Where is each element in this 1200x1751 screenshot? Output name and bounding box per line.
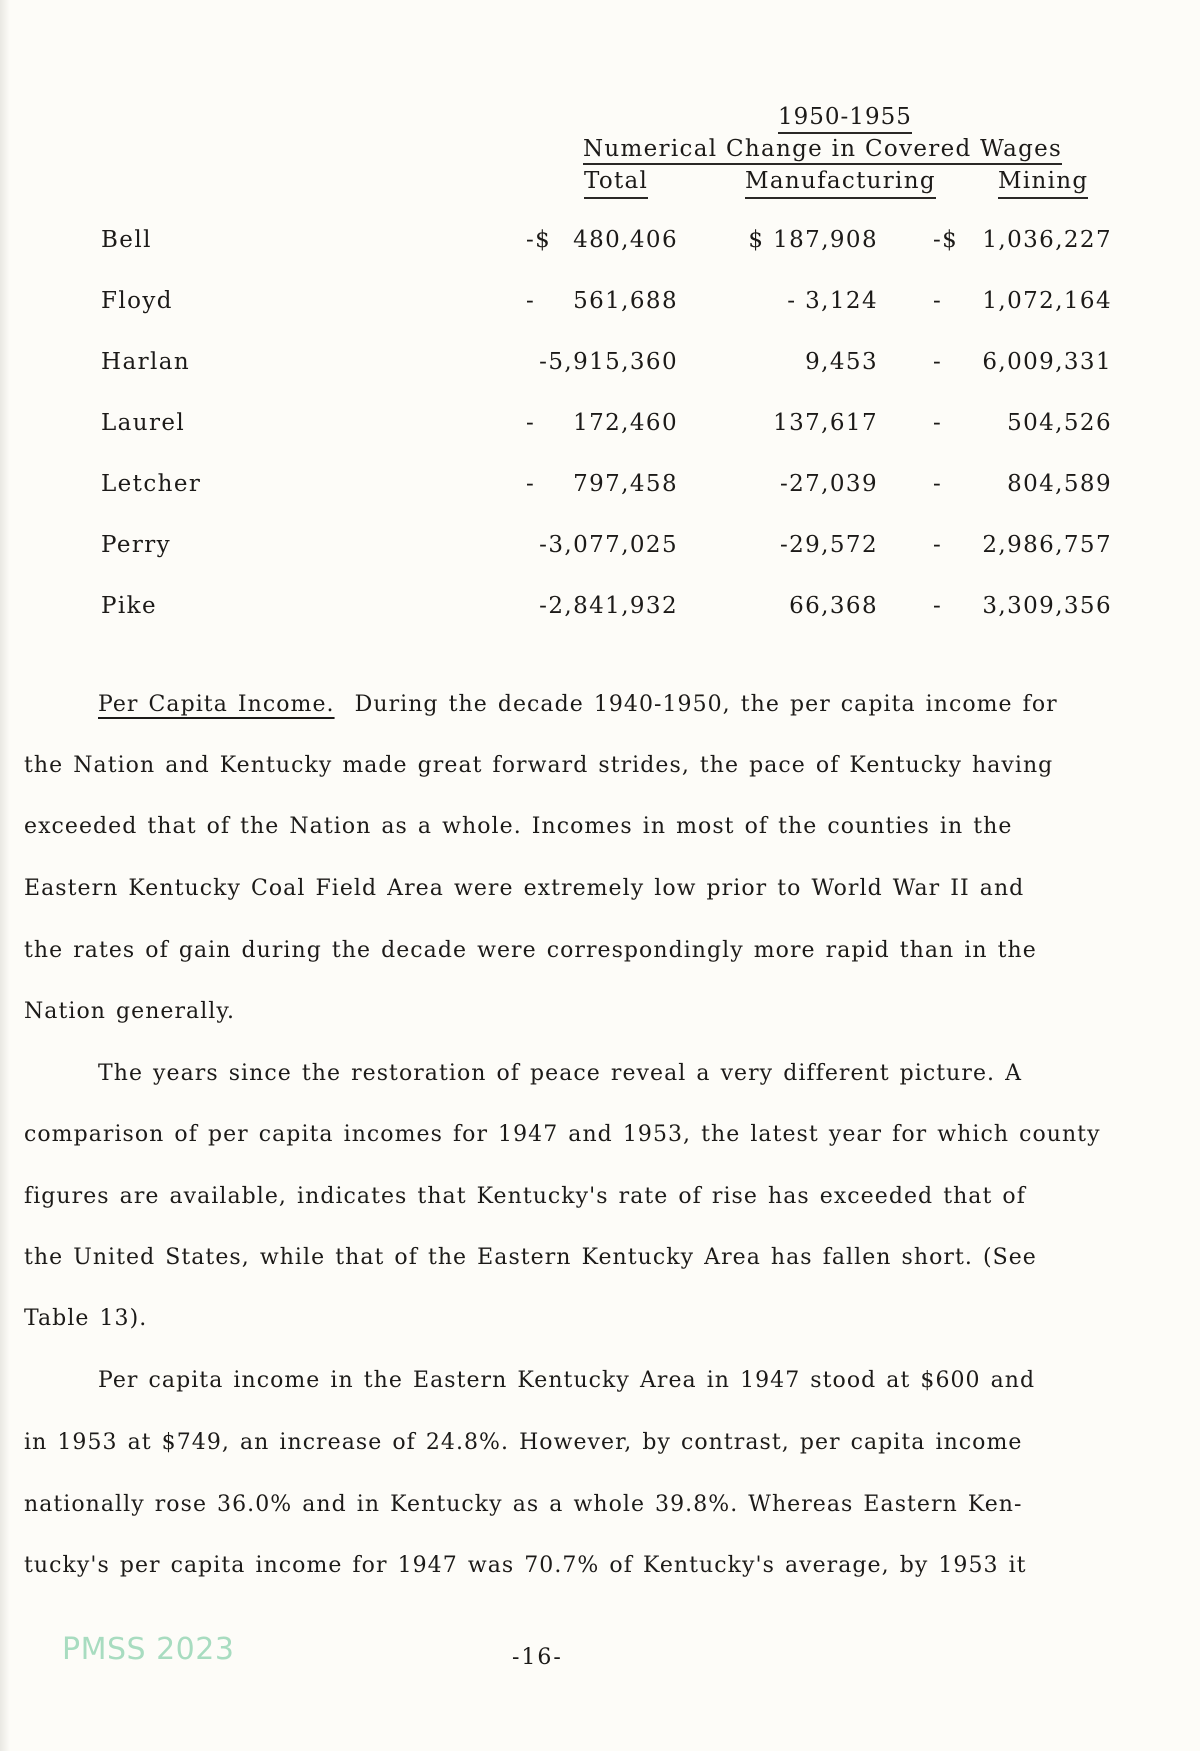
- table-title: Numerical Change in Covered Wages: [583, 136, 1062, 165]
- mining-value: 1,036,227: [982, 227, 1112, 253]
- total-sign: -: [526, 410, 536, 436]
- county-name: Perry: [101, 532, 172, 558]
- table-row: [0, 532, 1200, 572]
- paragraph-line: The years since the restoration of peace reveal a very different picture. A: [98, 1061, 1023, 1086]
- paragraph-line: the rates of gain during the decade were correspondingly more rapid than in the: [24, 938, 1037, 963]
- table-row: [0, 593, 1200, 633]
- mining-value: 2,986,757: [982, 532, 1112, 558]
- paragraph-line: comparison of per capita incomes for 1947 and 1953, the latest year for which county: [24, 1122, 1101, 1147]
- paragraph-line: Table 13).: [24, 1306, 148, 1331]
- paragraph-line: tucky's per capita income for 1947 was 70.7% of Kentucky's average, by 1953 it: [24, 1553, 1027, 1578]
- table-row: [0, 410, 1200, 450]
- column-header-total: Total: [584, 168, 648, 199]
- manufacturing-value: -29,572: [779, 532, 878, 558]
- table-period-heading: 1950-1955: [778, 104, 912, 134]
- paragraph-line: in 1953 at $749, an increase of 24.8%. However, by contrast, per capita income: [24, 1430, 1023, 1455]
- mining-value: 6,009,331: [982, 349, 1112, 375]
- table-row: [0, 349, 1200, 389]
- manufacturing-value: 137,617: [773, 410, 878, 436]
- total-value: -2,841,932: [539, 593, 678, 619]
- mining-sign: -: [933, 410, 943, 436]
- county-name: Laurel: [101, 410, 186, 436]
- table-row: [0, 471, 1200, 511]
- mining-sign: -$: [933, 227, 959, 253]
- mining-sign: -: [933, 471, 943, 497]
- paragraph-line: Per capita income in the Eastern Kentucky Area in 1947 stood at $600 and: [98, 1368, 1036, 1393]
- paragraph-line: the Nation and Kentucky made great forward strides, the pace of Kentucky having: [24, 753, 1054, 778]
- mining-value: 804,589: [1007, 471, 1112, 497]
- manufacturing-value: -27,039: [779, 471, 878, 497]
- mining-sign: -: [933, 288, 943, 314]
- table-row: [0, 227, 1200, 267]
- paragraph-line: nationally rose 36.0% and in Kentucky as a whole 39.8%. Whereas Eastern Ken-: [24, 1492, 1023, 1517]
- paragraph-line: Eastern Kentucky Coal Field Area were extremely low prior to World War II and: [24, 876, 1025, 901]
- section-heading: Per Capita Income.: [98, 692, 335, 717]
- mining-sign: -: [933, 532, 943, 558]
- total-value: -5,915,360: [539, 349, 678, 375]
- total-value: 480,406: [573, 227, 678, 253]
- county-name: Bell: [101, 227, 152, 253]
- mining-sign: -: [933, 349, 943, 375]
- watermark: PMSS 2023: [62, 1632, 235, 1667]
- total-sign: -: [526, 288, 536, 314]
- page-number: -16-: [512, 1645, 563, 1670]
- manufacturing-value: 9,453: [805, 349, 878, 375]
- table-row: [0, 288, 1200, 328]
- county-name: Letcher: [101, 471, 202, 497]
- total-value: 797,458: [573, 471, 678, 497]
- paragraph-line: the United States, while that of the Eastern Kentucky Area has fallen short. (See: [24, 1245, 1037, 1270]
- paragraph-line: [98, 692, 1058, 717]
- paragraph-line: exceeded that of the Nation as a whole. Incomes in most of the counties in the: [24, 814, 1013, 839]
- county-name: Floyd: [101, 288, 173, 314]
- manufacturing-value: $ 187,908: [748, 227, 878, 253]
- total-sign: -$: [526, 227, 552, 253]
- mining-sign: -: [933, 593, 943, 619]
- total-value: -3,077,025: [539, 532, 678, 558]
- mining-value: 3,309,356: [982, 593, 1112, 619]
- total-value: 172,460: [573, 410, 678, 436]
- column-header-manufacturing: Manufacturing: [745, 168, 936, 199]
- total-sign: -: [526, 471, 536, 497]
- total-value: 561,688: [573, 288, 678, 314]
- manufacturing-value: 66,368: [789, 593, 878, 619]
- mining-value: 504,526: [1007, 410, 1112, 436]
- column-header-mining: Mining: [998, 168, 1088, 199]
- mining-value: 1,072,164: [982, 288, 1112, 314]
- paragraph-line: figures are available, indicates that Kentucky's rate of rise has exceeded that of: [24, 1184, 1026, 1209]
- county-name: Pike: [101, 593, 157, 619]
- paragraph-line: Nation generally.: [24, 999, 235, 1024]
- manufacturing-value: - 3,124: [787, 288, 878, 314]
- county-name: Harlan: [101, 349, 191, 375]
- paragraph-text: During the decade 1940-1950, the per capita income for: [354, 692, 1058, 717]
